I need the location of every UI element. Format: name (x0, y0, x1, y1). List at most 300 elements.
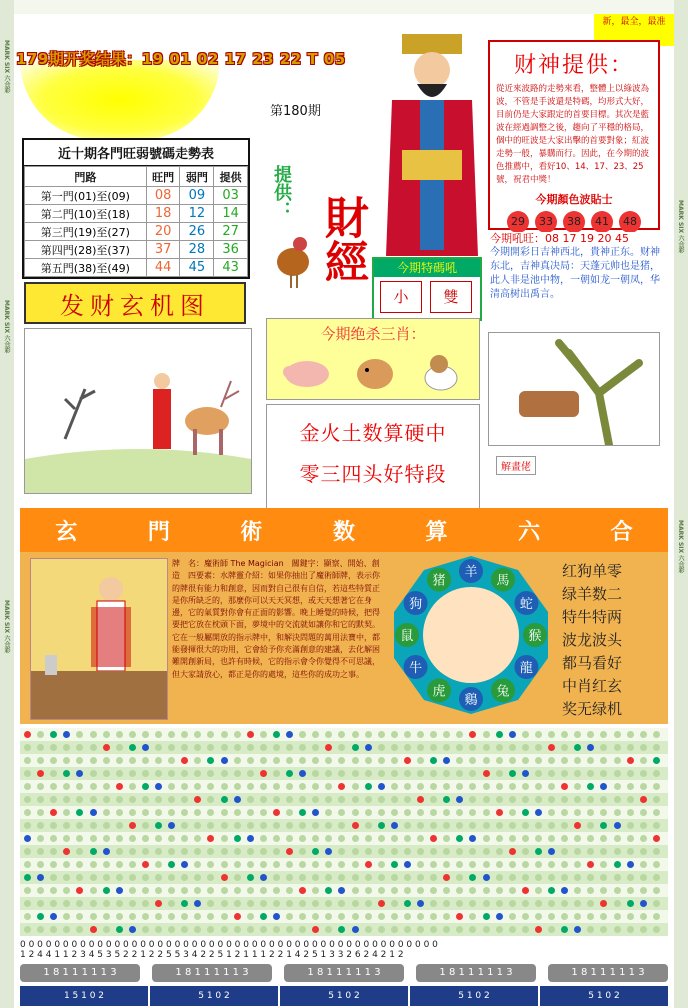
history-dot (116, 861, 123, 868)
history-dot (614, 783, 621, 790)
table-grid (24, 166, 248, 277)
history-dot (129, 783, 136, 790)
history-dot (627, 848, 634, 855)
history-dot (76, 913, 83, 920)
history-dot (600, 835, 607, 842)
history-dot (548, 744, 555, 751)
history-dot (496, 796, 503, 803)
table-cell-gate: 第一門(01)至(09) (25, 187, 147, 205)
history-dot (365, 757, 372, 764)
history-dot (653, 744, 660, 751)
history-dot (430, 744, 437, 751)
history-dot (352, 796, 359, 803)
history-row (20, 728, 668, 741)
history-dot (574, 926, 581, 933)
history-dot (378, 783, 385, 790)
history-dot (37, 757, 44, 764)
zodiac-label: 鷄 (464, 693, 478, 708)
history-dot (391, 887, 398, 894)
history-dot (535, 861, 542, 868)
history-dot (273, 744, 280, 751)
history-dot (286, 744, 293, 751)
hot-weak-table (22, 138, 250, 279)
history-dot (63, 744, 70, 751)
magician-card (30, 558, 168, 720)
history-dot (417, 822, 424, 829)
table-cell-hot: 08 (146, 187, 180, 205)
history-dot (63, 770, 70, 777)
history-dot (640, 757, 647, 764)
history-dot (181, 874, 188, 881)
history-dot (653, 757, 660, 764)
mystic-list-item: 中肖红玄 (562, 677, 623, 695)
history-dot (155, 900, 162, 907)
history-dot (50, 809, 57, 816)
dog-icon (425, 355, 457, 390)
history-dot (24, 848, 31, 855)
history-dot (483, 809, 490, 816)
history-dot (561, 913, 568, 920)
history-dot (221, 809, 228, 816)
history-dot (378, 848, 385, 855)
footer-band: 1 5 1 0 2 (20, 986, 148, 1006)
history-dot (116, 770, 123, 777)
history-dot (509, 744, 516, 751)
history-dot (509, 757, 516, 764)
history-dot (614, 770, 621, 777)
history-dot (37, 913, 44, 920)
history-dot (207, 874, 214, 881)
history-dot (378, 913, 385, 920)
history-dot (50, 744, 57, 751)
kill-animals (267, 344, 479, 398)
history-dot (469, 848, 476, 855)
history-dot (561, 796, 568, 803)
history-dot (627, 731, 634, 738)
history-dot (535, 809, 542, 816)
history-dot (76, 900, 83, 907)
history-dot (483, 848, 490, 855)
history-dot (653, 887, 660, 894)
history-row (20, 858, 668, 871)
history-dot (234, 770, 241, 777)
history-dot (24, 757, 31, 764)
history-dot (325, 770, 332, 777)
history-dot (76, 796, 83, 803)
history-dot (181, 731, 188, 738)
history-dot (391, 783, 398, 790)
history-dot (247, 770, 254, 777)
history-dot (600, 913, 607, 920)
history-dot (509, 874, 516, 881)
history-dot (338, 731, 345, 738)
special-code-box (372, 257, 482, 321)
history-dot (469, 783, 476, 790)
history-dot (312, 783, 319, 790)
history-dot (535, 731, 542, 738)
history-dot (221, 848, 228, 855)
history-dot (456, 757, 463, 764)
history-dot (483, 783, 490, 790)
history-dot (600, 796, 607, 803)
issue-number: 第180期 (270, 104, 321, 119)
history-dot (312, 757, 319, 764)
history-dot (142, 848, 149, 855)
history-row (20, 741, 668, 754)
history-dot (63, 848, 70, 855)
history-dot (653, 770, 660, 777)
history-dot (574, 783, 581, 790)
history-dot (469, 861, 476, 868)
history-dot (194, 926, 201, 933)
history-dot (627, 926, 634, 933)
history-dot (247, 887, 254, 894)
history-dot (443, 835, 450, 842)
history-dot (548, 796, 555, 803)
history-dot (600, 926, 607, 933)
history-dot (378, 822, 385, 829)
history-dot (90, 835, 97, 842)
history-dot (574, 913, 581, 920)
footer-band: 5 1 0 2 (280, 986, 408, 1006)
left-watermark-3: MARK SIX 六合彩 (3, 600, 10, 654)
history-dot (181, 887, 188, 894)
history-dot (116, 809, 123, 816)
history-dot (155, 744, 162, 751)
history-dot (640, 783, 647, 790)
history-dot (299, 809, 306, 816)
table-cell-weak: 28 (180, 241, 214, 259)
history-dot (640, 822, 647, 829)
history-dot (194, 770, 201, 777)
history-dot (496, 913, 503, 920)
history-dot (404, 822, 411, 829)
history-dot (312, 887, 319, 894)
history-dot (24, 809, 31, 816)
history-dot (600, 770, 607, 777)
heading-char: 門 (147, 518, 170, 545)
history-dot (627, 835, 634, 842)
table-title: 近十期各門旺弱號碼走勢表 (24, 140, 248, 166)
caishen-sub: 今期顏色波貼士 (535, 193, 613, 206)
history-dot (207, 822, 214, 829)
history-dot (325, 861, 332, 868)
history-dot (365, 900, 372, 907)
history-dot (63, 731, 70, 738)
history-dot (338, 783, 345, 790)
history-dot (247, 757, 254, 764)
history-dot (76, 887, 83, 894)
history-dot (456, 796, 463, 803)
history-dot (247, 861, 254, 868)
history-dot (378, 757, 385, 764)
puzzle-image-right (488, 332, 660, 446)
footer-pill: 1 8 1 1 1 1 1 3 (284, 964, 404, 982)
history-dot (535, 783, 542, 790)
history-dot (286, 887, 293, 894)
history-dot (260, 783, 267, 790)
history-dot (365, 783, 372, 790)
history-dot (600, 874, 607, 881)
history-row (20, 819, 668, 832)
history-row (20, 884, 668, 897)
history-dot (483, 913, 490, 920)
history-dot (325, 796, 332, 803)
history-dot (456, 926, 463, 933)
history-dot (142, 783, 149, 790)
history-dot (155, 783, 162, 790)
history-dot (627, 900, 634, 907)
table-cell-hot: 18 (146, 205, 180, 223)
history-dot (535, 913, 542, 920)
history-dot (352, 809, 359, 816)
history-dot (430, 770, 437, 777)
history-dot (548, 770, 555, 777)
history-dot (63, 900, 70, 907)
hamster-icon (357, 359, 393, 389)
history-dot (194, 783, 201, 790)
history-dot (273, 848, 280, 855)
history-dot (63, 783, 70, 790)
history-dot (325, 900, 332, 907)
history-dot (155, 848, 162, 855)
history-dot (548, 757, 555, 764)
history-dot (496, 848, 503, 855)
history-dot (273, 835, 280, 842)
history-dot (63, 861, 70, 868)
history-dot (509, 822, 516, 829)
history-dot (365, 796, 372, 803)
history-dot (391, 731, 398, 738)
history-dot (338, 926, 345, 933)
history-dot (509, 783, 516, 790)
history-dot (614, 874, 621, 881)
history-dot (116, 913, 123, 920)
history-dot (338, 848, 345, 855)
history-dot (155, 913, 162, 920)
history-dot (469, 757, 476, 764)
history-dot (116, 731, 123, 738)
history-dot (168, 887, 175, 894)
history-dot (24, 874, 31, 881)
zodiac-label: 牛 (409, 661, 423, 676)
history-dot (142, 809, 149, 816)
history-dot (338, 757, 345, 764)
history-dot (90, 744, 97, 751)
count-row-zeros: 0 0 0 0 0 0 0 0 0 0 0 0 0 0 0 0 0 0 0 0 0 0 0 0 0 0 0 0 0 0 0 0 0 0 0 0 0 0 0 0 0 0 0 0 0 0 0 0 0 (20, 940, 438, 950)
history-dot (483, 796, 490, 803)
history-dot (286, 913, 293, 920)
special-code-even: 雙 (430, 281, 472, 313)
history-dot (430, 874, 437, 881)
history-dot (548, 731, 555, 738)
history-dot (116, 744, 123, 751)
history-dot (430, 731, 437, 738)
history-dot (417, 731, 424, 738)
history-dot (312, 900, 319, 907)
history-dot (207, 900, 214, 907)
kill-zodiac-title: 今期绝杀三肖： (320, 325, 426, 343)
history-dot (103, 770, 110, 777)
history-dot (221, 796, 228, 803)
history-dot (548, 887, 555, 894)
zodiac-label: 馬 (496, 573, 510, 589)
history-dot (496, 900, 503, 907)
history-dot (417, 783, 424, 790)
history-dot (116, 848, 123, 855)
history-dot (116, 783, 123, 790)
history-dot (391, 770, 398, 777)
history-dot (365, 887, 372, 894)
history-dot (365, 809, 372, 816)
history-dot (142, 835, 149, 842)
history-dot (50, 874, 57, 881)
history-dot (260, 861, 267, 868)
history-dot (483, 822, 490, 829)
history-dot (522, 822, 529, 829)
history-dot (76, 757, 83, 764)
history-dot (443, 783, 450, 790)
history-dot (325, 822, 332, 829)
history-dot (496, 887, 503, 894)
history-dot (129, 848, 136, 855)
history-dot (443, 874, 450, 881)
mystic-list-item: 特牛特两 (562, 608, 623, 626)
corner-badge: 新，最全，最准 (594, 14, 674, 46)
history-dot (509, 913, 516, 920)
history-dot (312, 822, 319, 829)
man-and-deer-illustration (25, 329, 251, 493)
history-dot (312, 731, 319, 738)
table-row (25, 205, 248, 223)
history-dot (561, 835, 568, 842)
history-dot (155, 835, 162, 842)
history-dot (50, 822, 57, 829)
history-dot (325, 809, 332, 816)
history-dot (391, 913, 398, 920)
footer-band: 5 1 0 2 (540, 986, 668, 1006)
history-dot (535, 744, 542, 751)
history-dot (509, 848, 516, 855)
history-dot (129, 731, 136, 738)
history-dot (299, 848, 306, 855)
history-dot (273, 926, 280, 933)
history-dot (404, 744, 411, 751)
history-dot (509, 926, 516, 933)
history-dot (378, 874, 385, 881)
history-dot (168, 861, 175, 868)
zodiac-label: 龍 (519, 661, 533, 676)
history-dot (312, 926, 319, 933)
history-dot (483, 770, 490, 777)
history-dot (417, 770, 424, 777)
history-dot (456, 848, 463, 855)
history-row (20, 806, 668, 819)
table-cell-weak: 12 (180, 205, 214, 223)
fortune-puzzle-banner: 发财玄机图 (24, 282, 246, 324)
history-dot (129, 796, 136, 803)
history-dot (614, 926, 621, 933)
heading-char: 合 (610, 518, 633, 545)
history-dot (207, 770, 214, 777)
history-dot (234, 731, 241, 738)
history-dot (496, 744, 503, 751)
left-watermark: MARK SIX 六合彩 (3, 40, 10, 94)
history-dot (103, 796, 110, 803)
history-dot (103, 822, 110, 829)
history-dot (600, 887, 607, 894)
history-dot (260, 757, 267, 764)
zodiac-label: 羊 (464, 565, 478, 580)
history-dot (194, 835, 201, 842)
history-dot (286, 861, 293, 868)
history-dot (129, 887, 136, 894)
history-dot (443, 822, 450, 829)
history-dot (325, 757, 332, 764)
history-dot (627, 783, 634, 790)
history-dot (50, 861, 57, 868)
history-dot (574, 887, 581, 894)
history-dot (63, 887, 70, 894)
history-dot (600, 809, 607, 816)
history-dot (365, 731, 372, 738)
history-dot (561, 744, 568, 751)
poem-box (266, 404, 480, 510)
history-dot (129, 861, 136, 868)
history-dot (456, 731, 463, 738)
history-dot (496, 757, 503, 764)
history-dot (352, 887, 359, 894)
history-dot (286, 874, 293, 881)
history-dot (286, 783, 293, 790)
history-dot (207, 744, 214, 751)
history-dot (574, 796, 581, 803)
history-dot (614, 848, 621, 855)
history-dot (76, 731, 83, 738)
history-dot (155, 757, 162, 764)
history-dot (378, 861, 385, 868)
tree-branch-illustration (489, 333, 659, 445)
history-dot (600, 861, 607, 868)
history-dot (469, 835, 476, 842)
history-dot (168, 809, 175, 816)
history-dot (247, 926, 254, 933)
history-dot (37, 731, 44, 738)
history-dot (142, 874, 149, 881)
history-dot (207, 835, 214, 842)
history-dot (155, 770, 162, 777)
history-dot (522, 731, 529, 738)
history-dot (574, 770, 581, 777)
color-ball: 29 (507, 211, 529, 233)
history-dot (142, 744, 149, 751)
history-dot (509, 796, 516, 803)
history-dot (247, 822, 254, 829)
history-dot (90, 861, 97, 868)
history-dot (181, 783, 188, 790)
explain-picture-button[interactable]: 解畫佬 (496, 456, 536, 475)
history-dot (365, 874, 372, 881)
history-dot (129, 809, 136, 816)
count-row (20, 940, 668, 960)
history-dot (338, 874, 345, 881)
history-dot (614, 744, 621, 751)
history-dot (338, 887, 345, 894)
history-dot (116, 926, 123, 933)
history-dot (614, 900, 621, 907)
magician-illustration (31, 559, 167, 719)
history-dot (456, 874, 463, 881)
